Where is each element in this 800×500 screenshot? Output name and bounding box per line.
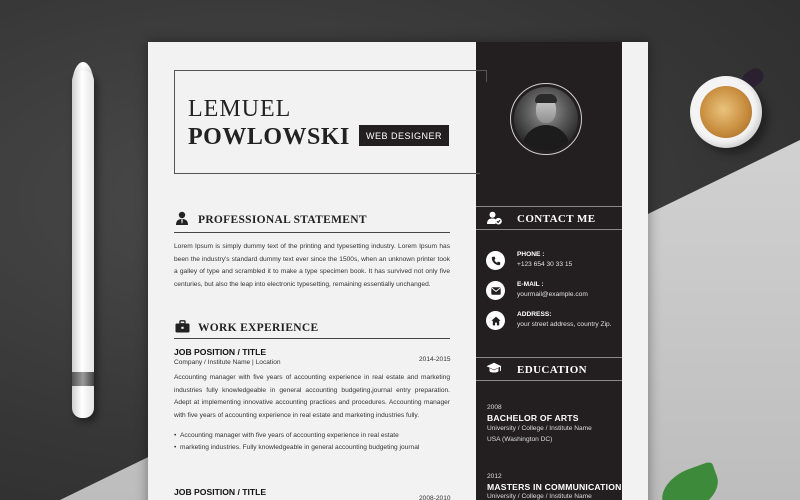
envelope-icon — [486, 281, 505, 300]
first-name: LEMUEL — [188, 96, 292, 122]
education-2-degree: MASTERS IN COMMUNICATION — [487, 482, 622, 492]
job-1-title: JOB POSITION / TITLE — [174, 347, 267, 357]
phone-icon — [486, 251, 505, 270]
job-1-bullet: • Accounting manager with five years of accounting experience in real estate — [174, 432, 399, 439]
phone-label: PHONE : — [517, 251, 545, 258]
statement-divider — [174, 232, 450, 233]
professional-statement-text: Lorem Ipsum is simply dummy text of the printing and typesetting industry. Lorem Ipsum has been the industry's standard dummy text ever since the 1500s, when an unknown printer took a galley of type and scrambled it to make a type specimen book. It has survived not only five centuries, but also the leap into electronic typesetting, remaining essentially unchanged. — [174, 243, 450, 288]
job-2-dates: 2008-2010 — [419, 495, 451, 500]
address-value: your street address, country Zip. — [517, 321, 612, 328]
home-icon — [486, 311, 505, 330]
job-1-description: Accounting manager with five years of accounting experience in real estate and marketing industries fully knowledgeable in general accounting budgeting,journal entry preparation. Adept at implementing innovative accounting practices and procedures. Accounting manager with five years of accounting experience in real estate and marketing industries fully. — [174, 374, 450, 419]
professional-statement-heading: PROFESSIONAL STATEMENT — [198, 214, 367, 226]
education-1-year: 2008 — [487, 404, 502, 411]
job-title-badge: WEB DESIGNER — [359, 125, 449, 146]
job-1-bullet-text: marketing industries. Fully knowledgeable in general accounting budgeting journal — [179, 444, 420, 451]
phone-value: +123 654 30 33 15 — [517, 261, 573, 268]
stylus-pencil — [72, 70, 94, 418]
education-2-year: 2012 — [487, 473, 502, 480]
education-1-school: University / College / Institute Name — [487, 425, 592, 432]
briefcase-icon — [175, 320, 190, 338]
job-1-bullet-text: Accounting manager with five years of accounting experience in real estate — [179, 432, 399, 439]
education-1-degree: BACHELOR OF ARTS — [487, 413, 579, 423]
education-heading: EDUCATION — [517, 364, 588, 376]
work-divider — [174, 338, 450, 339]
stylus-band — [72, 372, 94, 386]
job-1-bullet: • marketing industries. Fully knowledgeable in general accounting budgeting journal — [174, 444, 420, 451]
contact-heading: CONTACT ME — [517, 213, 596, 225]
user-tie-icon — [175, 211, 189, 230]
job-2-title: JOB POSITION / TITLE — [174, 487, 267, 497]
email-label: E-MAIL : — [517, 281, 544, 288]
profile-photo-frame — [510, 83, 582, 155]
job-1-company: Company / Institute Name | Location — [174, 359, 281, 366]
graduation-cap-icon — [486, 362, 502, 380]
job-1-dates: 2014-2015 — [419, 356, 451, 363]
address-label: ADDRESS: — [517, 311, 552, 318]
coffee — [700, 86, 752, 138]
last-name: POWLOWSKI — [188, 124, 350, 150]
work-experience-heading: WORK EXPERIENCE — [198, 322, 319, 334]
education-2-school: University / College / Institute Name — [487, 493, 592, 500]
education-1-location: USA (Washington DC) — [487, 436, 553, 443]
email-value: yourmail@example.com — [517, 291, 588, 298]
profile-photo — [514, 87, 578, 151]
user-contact-icon — [487, 211, 502, 230]
